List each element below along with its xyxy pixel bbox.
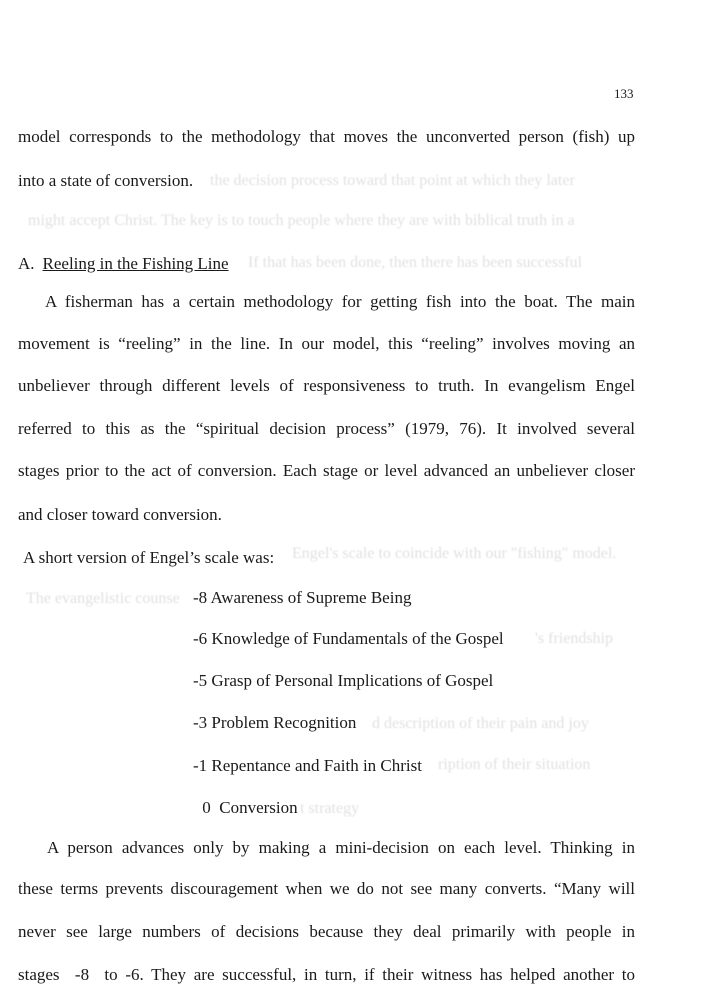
section-label: A. bbox=[18, 254, 35, 273]
bleed-through-text: 's friendship bbox=[535, 630, 613, 647]
scale-intro: A short version of Engel’s scale was: bbox=[23, 548, 275, 567]
body-text-line: A fisherman has a certain methodology for getting fish into the boat. The main bbox=[45, 292, 635, 311]
scale-item: -3 Problem Recognition bbox=[193, 713, 357, 732]
scale-item: 0 Conversion bbox=[198, 798, 298, 817]
body-text-line: A person advances only by making a mini-decision on each level. Thinking in bbox=[47, 838, 635, 857]
body-text-line: stages -8 to -6. They are successful, in turn, if their witness has helped another to bbox=[18, 965, 635, 984]
body-text-line: model corresponds to the methodology that moves the unconverted person (fish) up bbox=[18, 127, 635, 146]
body-text-line: never see large numbers of decisions because they deal primarily with people in bbox=[18, 922, 635, 941]
scale-item: -8 Awareness of Supreme Being bbox=[193, 588, 412, 607]
bleed-through-text: The evangelistic counse bbox=[26, 590, 180, 607]
body-text-line: these terms prevents discouragement when we do not see many converts. “Many will bbox=[18, 879, 635, 898]
bleed-through-text: If that has been done, then there has been successful bbox=[248, 254, 583, 271]
bleed-through-text: the decision process toward that point at which they later bbox=[210, 172, 575, 189]
bleed-through-text: t strategy bbox=[300, 800, 360, 817]
scale-item: -6 Knowledge of Fundamentals of the Gospel bbox=[193, 629, 504, 648]
body-text-line: referred to this as the “spiritual decision process” (1979, 76). It involved several bbox=[18, 419, 635, 438]
scale-item: -5 Grasp of Personal Implications of Gospel bbox=[193, 671, 494, 690]
body-text-line: unbeliever through different levels of responsiveness to truth. In evangelism Engel bbox=[18, 376, 635, 395]
body-text-line: movement is “reeling” in the line. In our model, this “reeling” involves moving an bbox=[18, 334, 635, 353]
bleed-through-text: Engel's scale to coincide with our "fishing" model. bbox=[292, 545, 617, 562]
section-title: Reeling in the Fishing Line bbox=[42, 254, 229, 273]
section-heading bbox=[18, 254, 229, 274]
body-text-line: and closer toward conversion. bbox=[18, 505, 222, 524]
page-number: 133 bbox=[614, 86, 634, 101]
body-text-line: stages prior to the act of conversion. Each stage or level advanced an unbeliever closer bbox=[18, 461, 635, 480]
scale-item: -1 Repentance and Faith in Christ bbox=[193, 756, 422, 775]
bleed-through-text: might accept Christ. The key is to touch people where they are with biblical truth in a bbox=[28, 212, 575, 229]
bleed-through-text: d description of their pain and joy bbox=[372, 715, 589, 732]
bleed-through-text: ription of their situation bbox=[438, 756, 591, 773]
body-text-line: into a state of conversion. bbox=[18, 171, 194, 190]
